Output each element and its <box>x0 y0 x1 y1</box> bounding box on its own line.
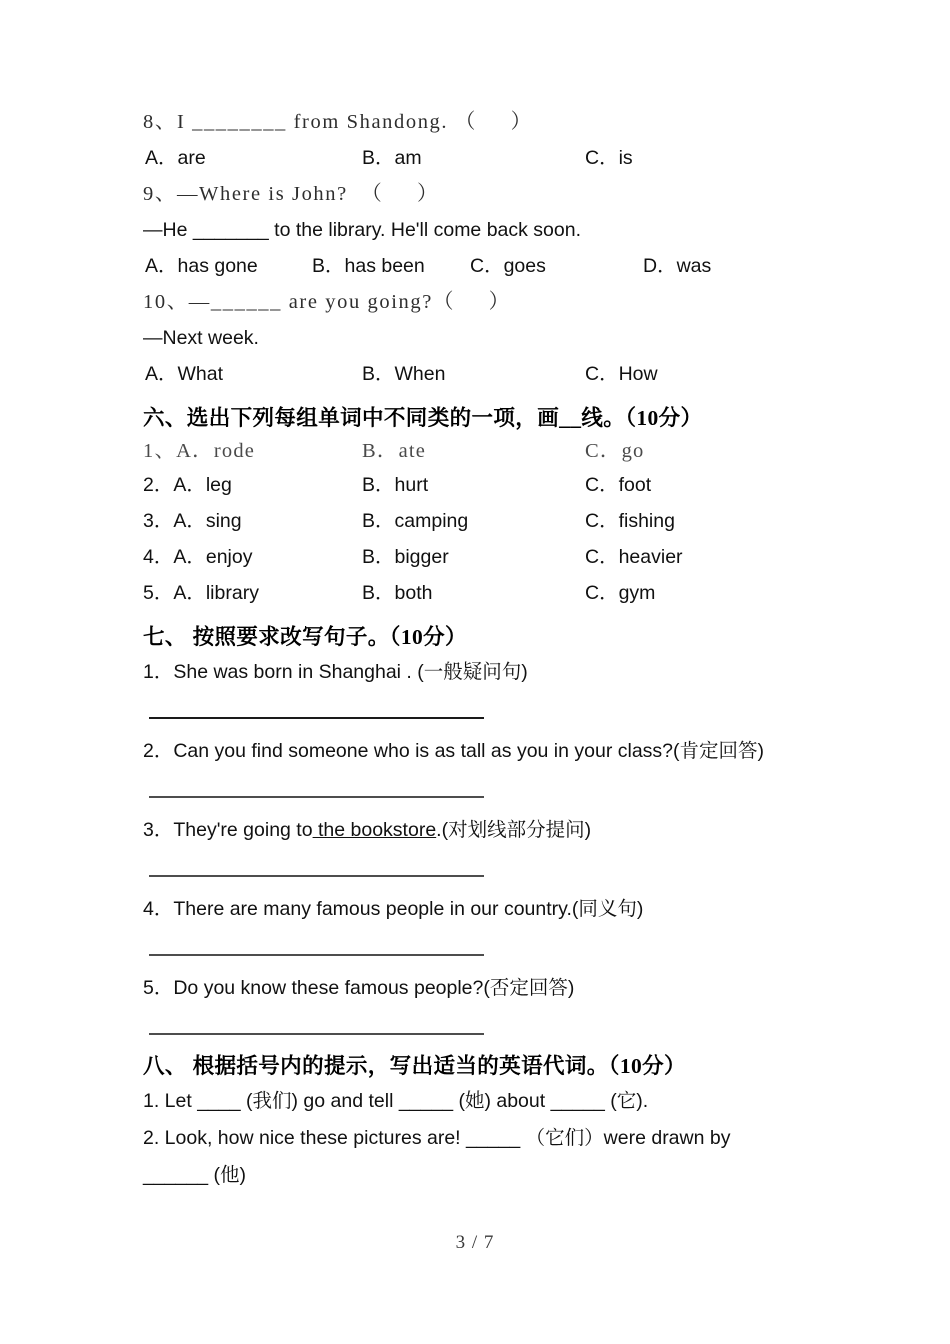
answer-line-1[interactable] <box>149 717 484 719</box>
group-option-c[interactable]: C．gym <box>585 582 656 604</box>
group-option-c[interactable]: C．fishing <box>585 510 675 532</box>
group-option-b[interactable]: B．bigger <box>362 546 449 568</box>
group-option-c[interactable]: C．heavier <box>585 546 683 568</box>
rewrite-question-4: 4．There are many famous people in our country.(同义句) <box>143 898 644 920</box>
question-9-stem: 9、—Where is John? （ ） <box>143 183 440 205</box>
group-option-b[interactable]: B．both <box>362 582 433 604</box>
q3-underlined-phrase: the bookstore <box>312 819 437 841</box>
rewrite-question-3 <box>143 812 823 849</box>
answer-line-3[interactable] <box>149 875 484 877</box>
page-content <box>143 104 823 1194</box>
pronoun-question-2: 2. Look, how nice these pictures are! _____ （它们）were drawn by <box>143 1127 731 1149</box>
group-option-b[interactable]: B．ate <box>362 440 427 462</box>
group-option-c[interactable]: C．foot <box>585 474 652 496</box>
section-eight-heading: 八、 根据括号内的提示，写出适当的英语代词。（10分） <box>143 1054 686 1078</box>
question-10-substem: —Next week. <box>143 327 259 349</box>
option-a[interactable]: A．are <box>145 147 206 169</box>
q3-prefix: 3．They're going to <box>143 819 313 841</box>
question-8-options <box>143 140 823 176</box>
group-option-a[interactable]: 4．A．enjoy <box>143 546 253 568</box>
section-six-row-5 <box>143 575 823 611</box>
q3-suffix: .(对划线部分提问) <box>436 819 592 841</box>
option-a[interactable]: A．What <box>145 363 224 385</box>
group-option-c[interactable]: C．go <box>585 440 645 462</box>
option-b[interactable]: B．has been <box>312 255 425 277</box>
answer-line-5[interactable] <box>149 1033 484 1035</box>
option-b[interactable]: B．am <box>362 147 422 169</box>
question-8-stem: 8、I ________ from Shandong. （ ） <box>143 111 533 133</box>
rewrite-question-1: 1．She was born in Shanghai . (一般疑问句) <box>143 661 528 683</box>
group-option-a[interactable]: 2．A．leg <box>143 474 232 496</box>
group-option-a[interactable]: 3．A．sing <box>143 510 242 532</box>
option-b[interactable]: B．When <box>362 363 446 385</box>
page-number-footer: 3 / 7 <box>455 1232 495 1253</box>
group-option-b[interactable]: B．hurt <box>362 474 429 496</box>
answer-line-4[interactable] <box>149 954 484 956</box>
section-six-row-4 <box>143 539 823 575</box>
option-d[interactable]: D．was <box>643 255 712 277</box>
option-c[interactable]: C．goes <box>470 255 546 277</box>
pronoun-question-2-continuation: ______ (他) <box>143 1164 246 1186</box>
group-option-a[interactable]: 5．A．library <box>143 582 259 604</box>
pronoun-question-1: 1. Let ____ (我们) go and tell _____ (她) about _____ (它). <box>143 1090 649 1112</box>
section-seven-heading: 七、 按照要求改写句子。（10分） <box>143 625 467 649</box>
rewrite-question-5: 5．Do you know these famous people?(否定回答) <box>143 977 575 999</box>
question-9-options <box>143 248 823 284</box>
question-10-stem: 10、—______ are you going?（ ） <box>143 291 511 313</box>
option-c[interactable]: C．is <box>585 147 633 169</box>
question-10-options <box>143 356 823 392</box>
group-option-a[interactable]: 1、A．rode <box>143 440 256 462</box>
question-9-substem: —He _______ to the library. He'll come back soon. <box>143 219 582 241</box>
rewrite-question-2: 2．Can you find someone who is as tall as you in your class?(肯定回答) <box>143 740 765 762</box>
section-six-row-1 <box>143 435 823 467</box>
option-c[interactable]: C．How <box>585 363 658 385</box>
section-six-row-2 <box>143 467 823 503</box>
section-six-row-3 <box>143 503 823 539</box>
section-six-heading: 六、选出下列每组单词中不同类的一项，画__线。（10分） <box>143 406 703 430</box>
option-a[interactable]: A．has gone <box>145 255 258 277</box>
answer-line-2[interactable] <box>149 796 484 798</box>
group-option-b[interactable]: B．camping <box>362 510 469 532</box>
